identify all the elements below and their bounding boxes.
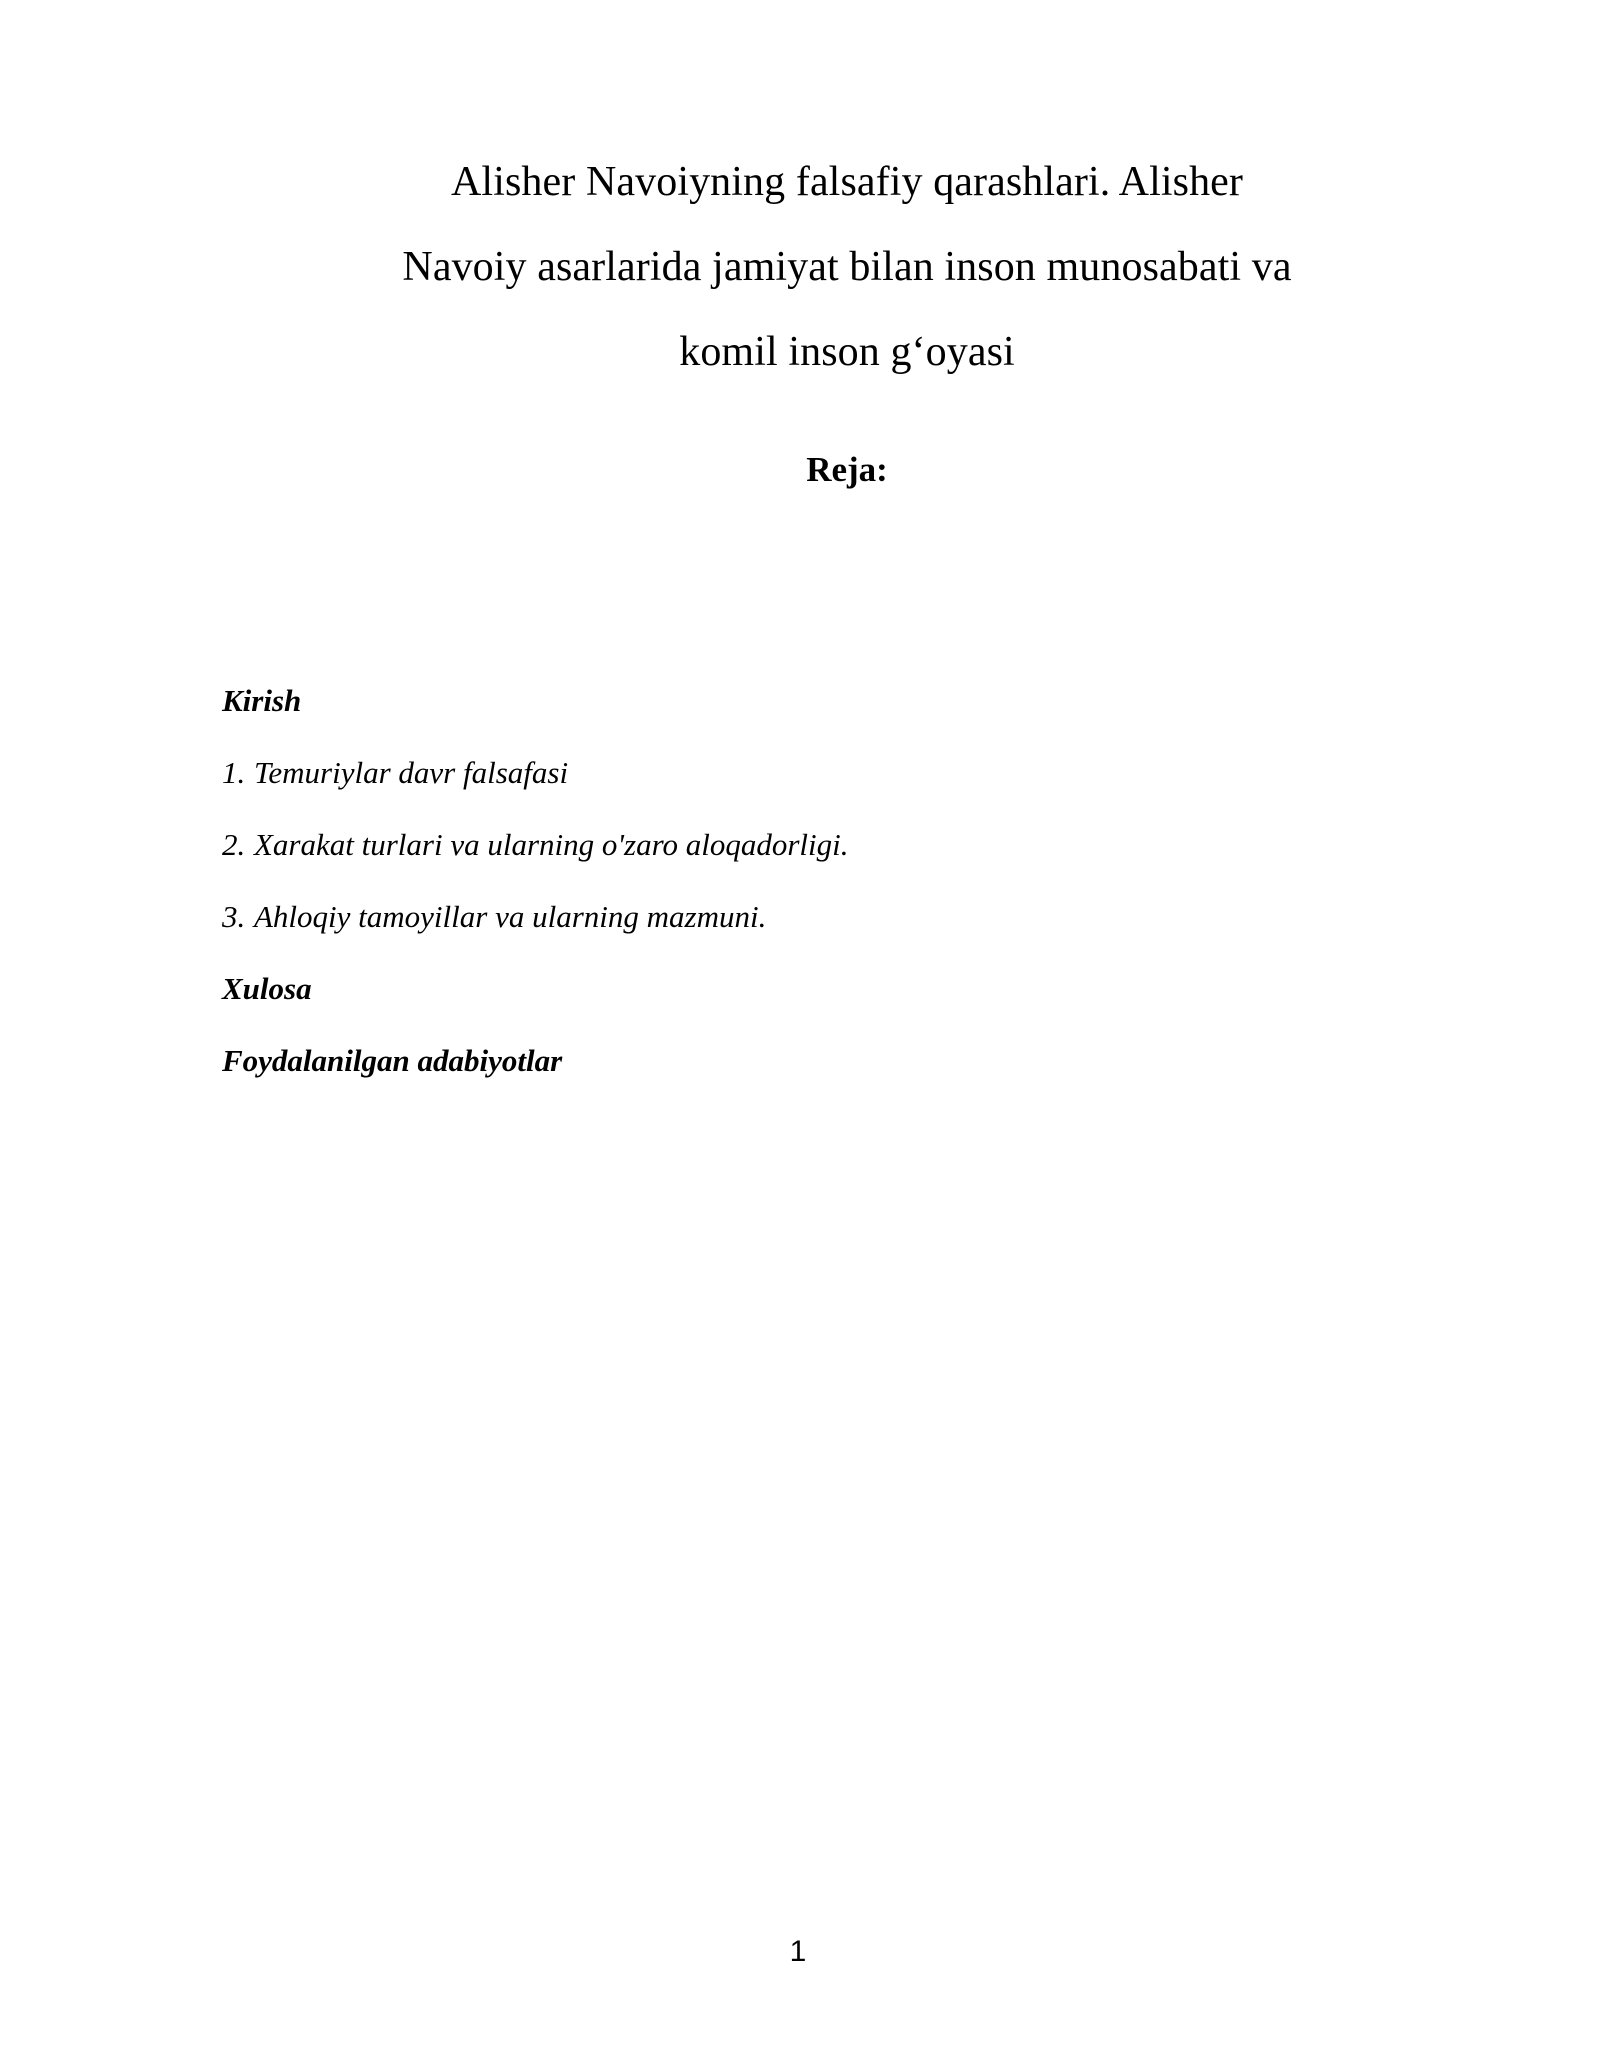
title-line-3: komil inson g‘oyasi [679,329,1015,375]
outline-item-references [222,1025,1472,1097]
title-line-1: Alisher Navoiyning falsafiy qarashlari. Alisher [451,159,1243,205]
outline-item-number: 2. [222,827,246,862]
outline-item-label: Foydalanilgan adabiyotlar [222,1043,563,1078]
outline-item-kirish [222,665,1472,737]
outline-item-number: 3. [222,899,246,934]
document-title [222,140,1472,395]
plan-heading: Reja: [806,450,888,489]
outline-item-number: 1. [222,755,246,790]
outline-item-3 [222,881,1472,953]
outline-item-label: Temuriylar davr falsafasi [254,755,569,790]
outline-list [222,665,1472,1097]
outline-item-1 [222,737,1472,809]
title-line-2: Navoiy asarlarida jamiyat bilan inson munosabati va [402,244,1292,290]
outline-item-label: Xarakat turlari va ularning o'zaro aloqadorligi. [254,827,849,862]
outline-item-label: Xulosa [222,971,312,1006]
outline-item-label: Ahloqiy tamoyillar va ularning mazmuni. [254,899,767,934]
page-number: 1 [789,1935,807,1968]
outline-item-2 [222,809,1472,881]
outline-item-label: Kirish [222,683,302,718]
outline-item-xulosa [222,953,1472,1025]
